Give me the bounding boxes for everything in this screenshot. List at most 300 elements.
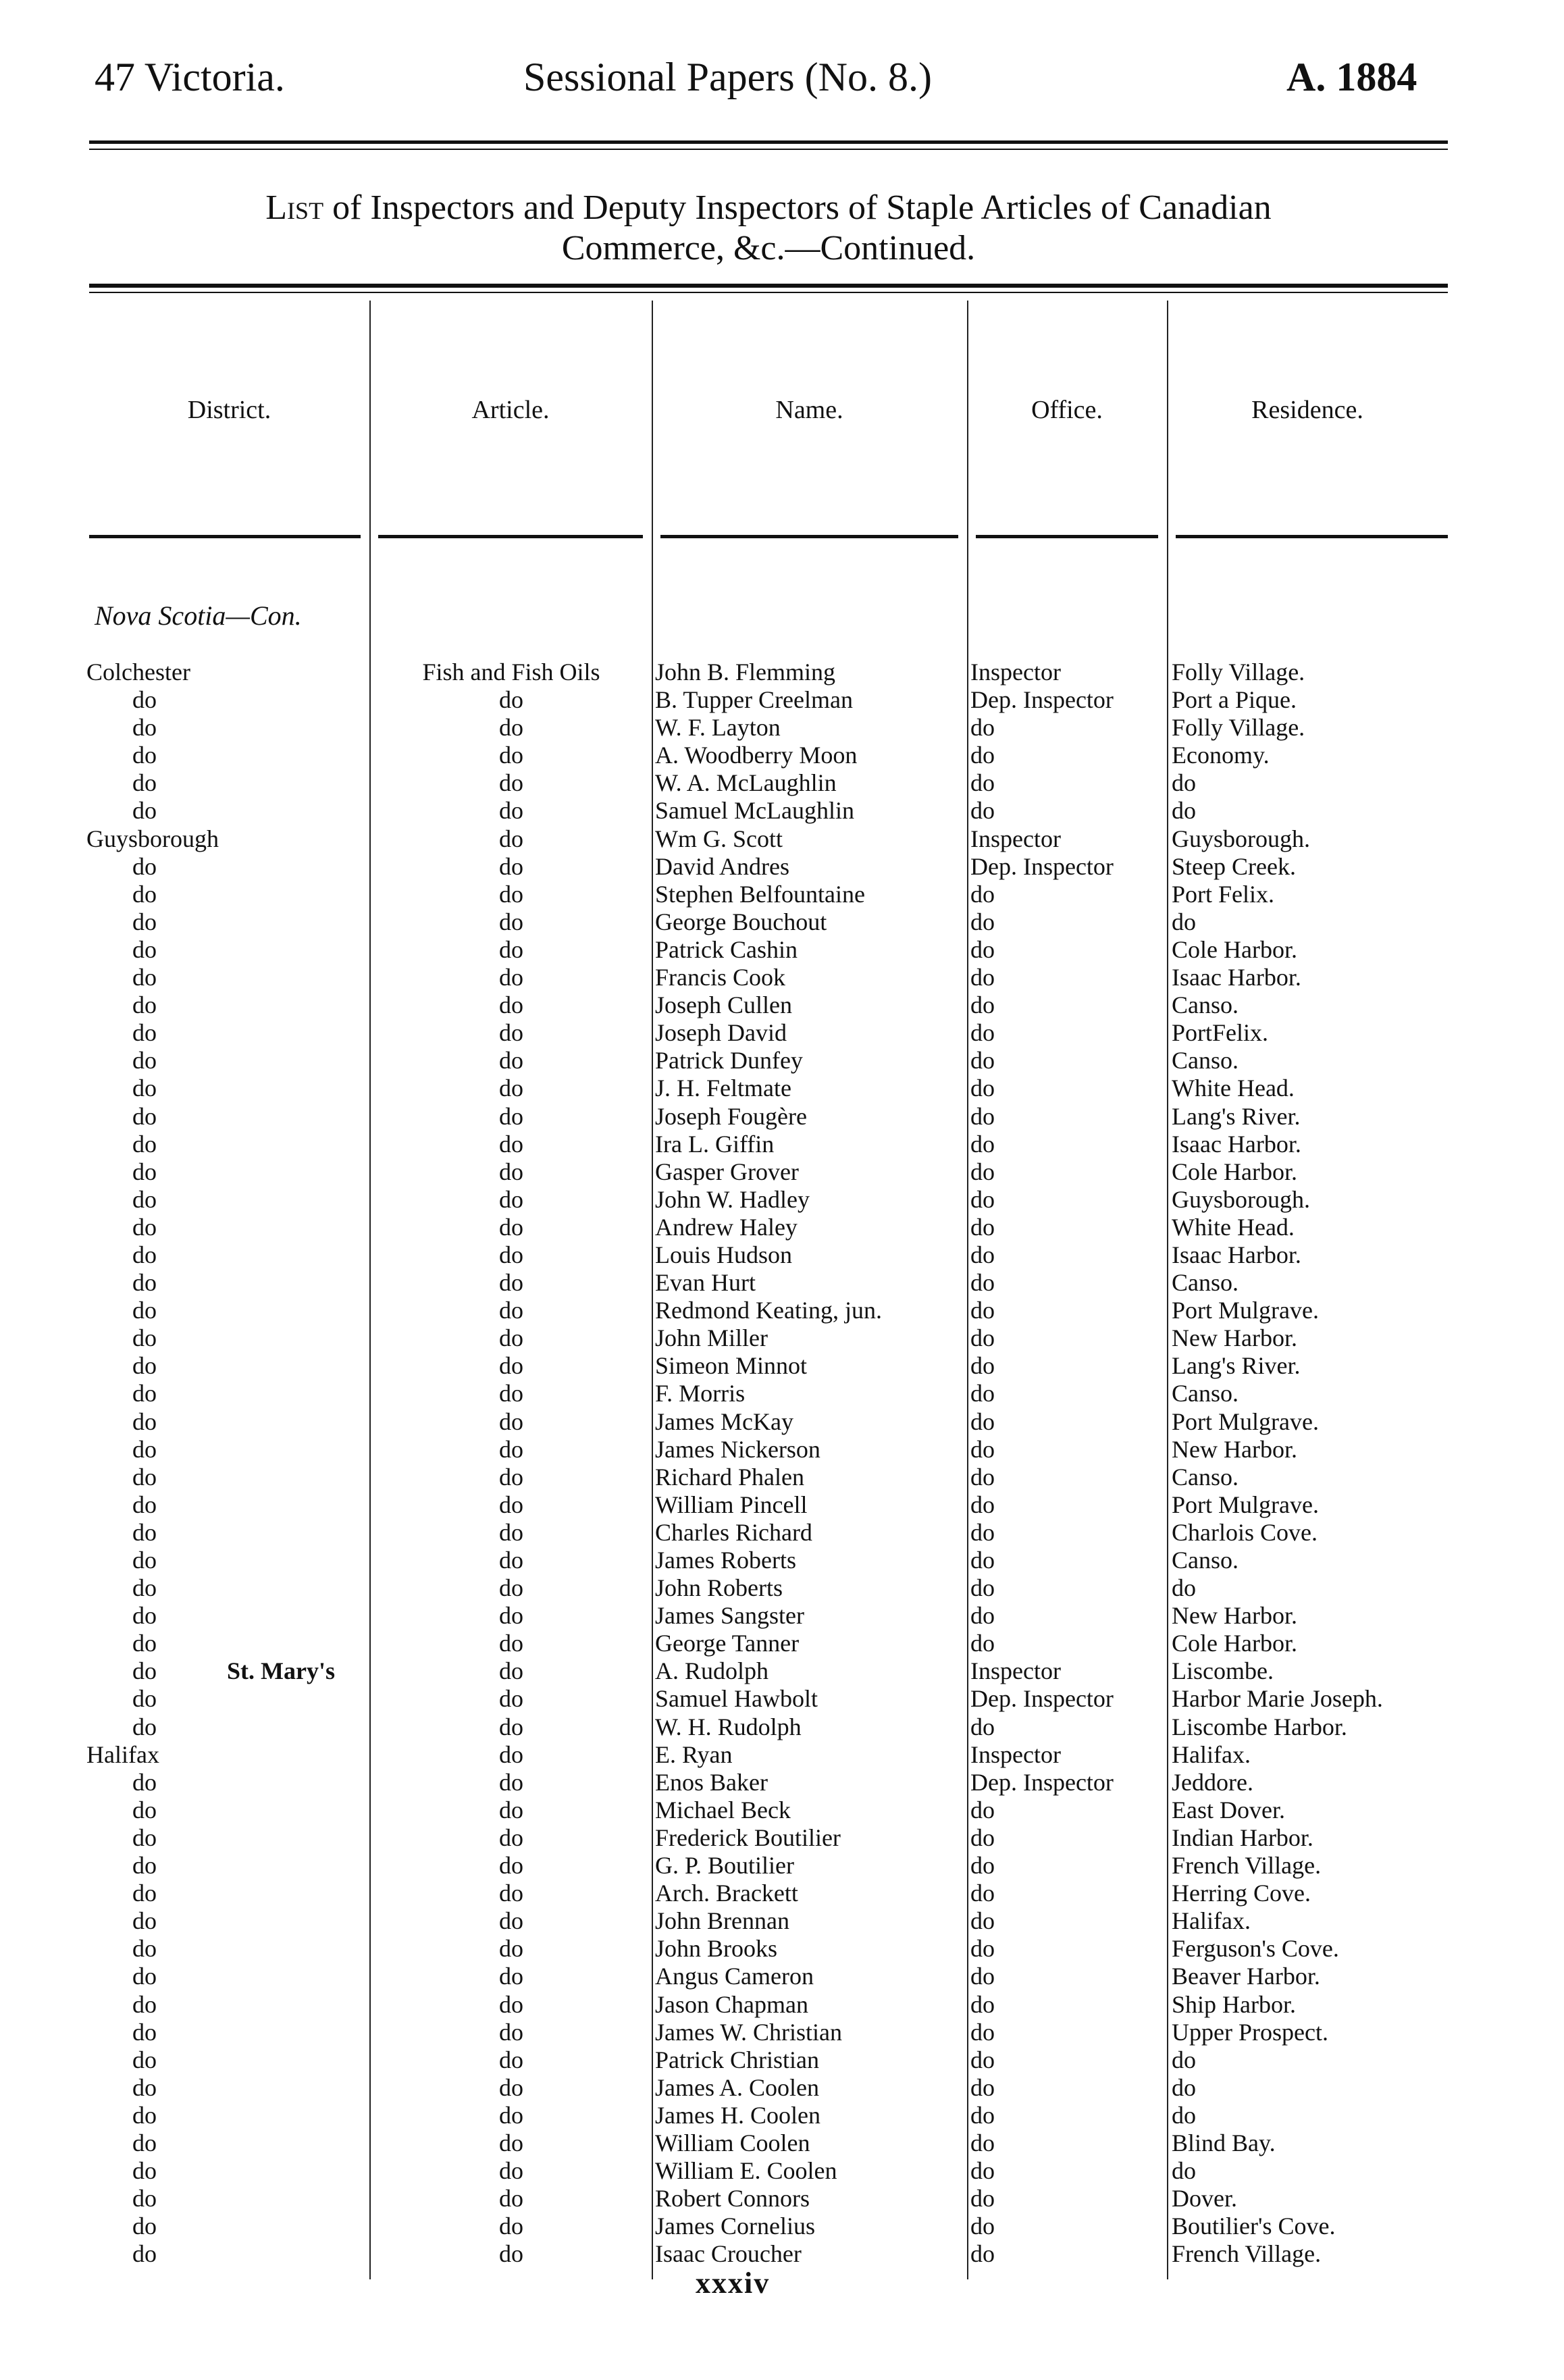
residence-cell: Port Felix.: [1172, 880, 1275, 908]
residence-cell: do: [1172, 769, 1196, 797]
residence-cell: White Head.: [1172, 1213, 1295, 1241]
article-cell: do: [499, 686, 523, 714]
residence-cell: do: [1172, 2157, 1196, 2185]
district-cell: do: [132, 686, 157, 714]
residence-cell: Upper Prospect.: [1172, 2018, 1328, 2046]
office-cell: do: [970, 2129, 995, 2156]
table-row: [0, 2074, 1564, 2102]
office-cell: do: [970, 2101, 995, 2129]
district-cell: do: [132, 1491, 157, 1518]
name-cell: John W. Hadley: [655, 1185, 810, 1213]
district-cell: do: [132, 1518, 157, 1546]
table-top-rule-thin: [89, 292, 1448, 293]
article-cell: do: [499, 1075, 523, 1102]
name-cell: James W. Christian: [655, 2018, 842, 2046]
article-cell: do: [499, 769, 523, 797]
name-cell: B. Tupper Creelman: [655, 686, 853, 714]
article-cell: do: [499, 1880, 523, 1907]
district-cell: do: [132, 2046, 157, 2073]
office-cell: do: [970, 1269, 995, 1297]
district-cell: do: [132, 1241, 157, 1268]
name-cell: Angus Cameron: [655, 1963, 814, 1990]
article-cell: do: [499, 964, 523, 991]
office-cell: do: [970, 1602, 995, 1630]
article-cell: do: [499, 1213, 523, 1241]
district-cell: do: [132, 1352, 157, 1380]
office-cell: do: [970, 1241, 995, 1268]
article-cell: do: [499, 1352, 523, 1380]
residence-cell: Charlois Cove.: [1172, 1518, 1318, 1546]
article-cell: do: [499, 1796, 523, 1823]
table-row: [0, 1186, 1564, 1214]
table-row: [0, 1158, 1564, 1186]
residence-cell: Port Mulgrave.: [1172, 1297, 1319, 1324]
table-row: [0, 881, 1564, 908]
table-row: [0, 1519, 1564, 1547]
section-heading: Nova Scotia—Con.: [95, 600, 302, 631]
residence-cell: Cole Harbor.: [1172, 1630, 1297, 1657]
table-row: [0, 1657, 1564, 1685]
name-cell: Charles Richard: [655, 1518, 812, 1546]
district-cell: do: [132, 1880, 157, 1907]
district-cell: do: [132, 1963, 157, 1990]
header-year: A. 1884: [1286, 55, 1417, 99]
table-row: [0, 2240, 1564, 2268]
district-cell: do: [132, 852, 157, 880]
table-row: [0, 1574, 1564, 1602]
article-cell: do: [499, 1297, 523, 1324]
article-cell: do: [499, 1574, 523, 1602]
table-row: [0, 1019, 1564, 1047]
article-cell: do: [499, 852, 523, 880]
office-cell: do: [970, 1907, 995, 1935]
office-cell: do: [970, 2240, 995, 2268]
table-row: [0, 1880, 1564, 1907]
district-cell: do: [132, 1158, 157, 1185]
residence-cell: do: [1172, 2073, 1196, 2101]
office-cell: do: [970, 1352, 995, 1380]
district-cell: do: [132, 908, 157, 935]
column-header-district: District.: [187, 396, 271, 424]
name-cell: Francis Cook: [655, 964, 785, 991]
residence-cell: do: [1172, 1574, 1196, 1602]
table-row: [0, 1963, 1564, 1990]
name-cell: Simeon Minnot: [655, 1352, 808, 1380]
residence-cell: Port Mulgrave.: [1172, 1491, 1319, 1518]
residence-cell: New Harbor.: [1172, 1602, 1297, 1630]
table-row: [0, 1131, 1564, 1158]
residence-cell: Herring Cove.: [1172, 1880, 1311, 1907]
article-cell: do: [499, 1158, 523, 1185]
header-underline: [660, 535, 958, 538]
table-row: [0, 853, 1564, 881]
table-row: [0, 1769, 1564, 1796]
district-cell: do: [132, 1768, 157, 1796]
office-cell: do: [970, 1324, 995, 1352]
table-row: [0, 769, 1564, 797]
article-cell: do: [499, 1130, 523, 1158]
district-cell: do: [132, 1547, 157, 1574]
article-cell: do: [499, 1047, 523, 1075]
article-cell: do: [499, 2213, 523, 2240]
name-cell: A. Woodberry Moon: [655, 742, 858, 769]
district-cell: do: [132, 1213, 157, 1241]
residence-cell: Steep Creek.: [1172, 852, 1296, 880]
page-number: xxxiv: [696, 2267, 771, 2300]
residence-cell: Port Mulgrave.: [1172, 1407, 1319, 1435]
office-cell: do: [970, 991, 995, 1019]
residence-cell: Jeddore.: [1172, 1768, 1253, 1796]
article-cell: do: [499, 1740, 523, 1768]
name-cell: Arch. Brackett: [655, 1880, 798, 1907]
table-row: [0, 825, 1564, 853]
table-row: [0, 1991, 1564, 2019]
table-row: [0, 2102, 1564, 2129]
name-cell: James Cornelius: [655, 2213, 815, 2240]
table-row: [0, 1075, 1564, 1102]
residence-cell: Halifax.: [1172, 1907, 1251, 1935]
name-cell: W. A. McLaughlin: [655, 769, 837, 797]
residence-cell: Economy.: [1172, 742, 1270, 769]
table-row: [0, 2213, 1564, 2240]
residence-cell: Halifax.: [1172, 1740, 1251, 1768]
name-cell: Joseph Cullen: [655, 991, 792, 1019]
name-cell: Patrick Cashin: [655, 935, 798, 963]
office-cell: do: [970, 1990, 995, 2018]
name-cell: A. Rudolph: [655, 1657, 769, 1685]
article-cell: do: [499, 1241, 523, 1268]
name-cell: Patrick Christian: [655, 2046, 819, 2073]
table-row: [0, 1741, 1564, 1769]
residence-cell: Guysborough.: [1172, 1185, 1310, 1213]
table-row: [0, 936, 1564, 964]
office-cell: do: [970, 1130, 995, 1158]
residence-cell: Ship Harbor.: [1172, 1990, 1296, 2018]
residence-cell: Canso.: [1172, 1269, 1239, 1297]
name-cell: Redmond Keating, jun.: [655, 1297, 882, 1324]
district-cell: do: [132, 1075, 157, 1102]
office-cell: do: [970, 935, 995, 963]
table-row: [0, 1297, 1564, 1324]
district-cell: do: [132, 742, 157, 769]
article-cell: do: [499, 1852, 523, 1880]
name-cell: Samuel McLaughlin: [655, 797, 854, 825]
district-cell: do: [132, 964, 157, 991]
district-cell: do: [132, 1407, 157, 1435]
name-cell: John Miller: [655, 1324, 768, 1352]
district-cell: do: [132, 1852, 157, 1880]
article-cell: do: [499, 1602, 523, 1630]
name-cell: John Brennan: [655, 1907, 789, 1935]
office-cell: do: [970, 2185, 995, 2213]
name-cell: Jason Chapman: [655, 1990, 808, 2018]
table-row: [0, 1852, 1564, 1880]
article-cell: do: [499, 742, 523, 769]
table-row: [0, 908, 1564, 936]
office-cell: do: [970, 2073, 995, 2101]
district-cell: do: [132, 1324, 157, 1352]
district-cell: do: [132, 2185, 157, 2213]
header-rule-thick: [89, 140, 1448, 144]
table-row: [0, 1491, 1564, 1519]
article-cell: do: [499, 1990, 523, 2018]
name-cell: George Bouchout: [655, 908, 827, 935]
article-cell: do: [499, 1019, 523, 1047]
article-cell: do: [499, 1547, 523, 1574]
page-title: [89, 188, 1448, 269]
office-cell: do: [970, 797, 995, 825]
district-cell: do: [132, 1713, 157, 1740]
office-cell: do: [970, 2157, 995, 2185]
residence-cell: do: [1172, 2046, 1196, 2073]
residence-cell: Beaver Harbor.: [1172, 1963, 1320, 1990]
residence-cell: Blind Bay.: [1172, 2129, 1276, 2156]
district-cell: do: [132, 2018, 157, 2046]
article-cell: do: [499, 797, 523, 825]
name-cell: Michael Beck: [655, 1796, 791, 1823]
district-cell: do: [132, 1269, 157, 1297]
residence-cell: Port a Pique.: [1172, 686, 1297, 714]
district-cell: do: [132, 1823, 157, 1851]
residence-cell: Canso.: [1172, 1380, 1239, 1407]
name-cell: James Roberts: [655, 1547, 796, 1574]
district-cell: do: [132, 769, 157, 797]
residence-cell: Liscombe.: [1172, 1657, 1274, 1685]
title-rest: of Inspectors and Deputy Inspectors of Staple Articles of Canadian: [323, 188, 1272, 227]
name-cell: Louis Hudson: [655, 1241, 793, 1268]
name-cell: James H. Coolen: [655, 2101, 820, 2129]
table-row: [0, 1713, 1564, 1741]
office-cell: do: [970, 1880, 995, 1907]
district-cell: do: [132, 2213, 157, 2240]
inspector-table: [0, 658, 1564, 2268]
district-cell: do: [132, 1907, 157, 1935]
article-cell: do: [499, 2240, 523, 2268]
name-cell: William E. Coolen: [655, 2157, 837, 2185]
table-row: [0, 2185, 1564, 2213]
district-cell: Colchester: [86, 658, 190, 685]
header-session: 47 Victoria.: [95, 55, 285, 99]
table-row: [0, 1352, 1564, 1380]
office-cell: do: [970, 2046, 995, 2073]
district-cell: do: [132, 2240, 157, 2268]
article-cell: do: [499, 880, 523, 908]
name-cell: James Sangster: [655, 1602, 804, 1630]
office-cell: do: [970, 1158, 995, 1185]
article-cell: do: [499, 1685, 523, 1713]
residence-cell: French Village.: [1172, 2240, 1322, 2268]
table-row: [0, 686, 1564, 714]
article-cell: do: [499, 1823, 523, 1851]
office-cell: do: [970, 1491, 995, 1518]
district-cell: do: [132, 1990, 157, 2018]
office-cell: do: [970, 1574, 995, 1602]
article-cell: do: [499, 2129, 523, 2156]
table-row: [0, 1602, 1564, 1630]
name-cell: William Pincell: [655, 1491, 808, 1518]
residence-cell: Lang's River.: [1172, 1352, 1301, 1380]
district-cell: do: [132, 1019, 157, 1047]
office-cell: do: [970, 1852, 995, 1880]
table-row: [0, 1824, 1564, 1852]
article-cell: do: [499, 1935, 523, 1963]
article-cell: do: [499, 1407, 523, 1435]
residence-cell: PortFelix.: [1172, 1019, 1269, 1047]
article-cell: do: [499, 1630, 523, 1657]
residence-cell: Canso.: [1172, 1547, 1239, 1574]
district-cell: do: [132, 880, 157, 908]
table-row: [0, 1796, 1564, 1824]
header-rule-thin: [89, 149, 1448, 150]
table-top-rule: [89, 284, 1448, 288]
name-cell: W. F. Layton: [655, 714, 781, 742]
residence-cell: Liscombe Harbor.: [1172, 1713, 1347, 1740]
name-cell: G. P. Boutilier: [655, 1852, 795, 1880]
name-cell: Joseph David: [655, 1019, 787, 1047]
district-cell: do: [132, 797, 157, 825]
office-cell: do: [970, 1630, 995, 1657]
article-cell: do: [499, 2018, 523, 2046]
name-cell: David Andres: [655, 852, 789, 880]
office-cell: do: [970, 2018, 995, 2046]
table-row: [0, 1103, 1564, 1131]
office-cell: do: [970, 880, 995, 908]
district-cell: do: [132, 2129, 157, 2156]
article-cell: do: [499, 2185, 523, 2213]
office-cell: do: [970, 1518, 995, 1546]
office-cell: do: [970, 964, 995, 991]
table-row: [0, 797, 1564, 825]
name-cell: W. H. Rudolph: [655, 1713, 802, 1740]
office-cell: do: [970, 1407, 995, 1435]
column-header-residence: Residence.: [1251, 396, 1363, 424]
district-cell: do: [132, 1297, 157, 1324]
office-cell: do: [970, 1380, 995, 1407]
district-cell: do: [132, 1185, 157, 1213]
office-cell: Dep. Inspector: [970, 1685, 1114, 1713]
table-row: [0, 2019, 1564, 2046]
district-cell: do: [132, 1574, 157, 1602]
name-cell: E. Ryan: [655, 1740, 733, 1768]
residence-cell: Folly Village.: [1172, 658, 1305, 685]
residence-cell: Boutilier's Cove.: [1172, 2213, 1336, 2240]
table-row: [0, 1547, 1564, 1574]
office-cell: Dep. Inspector: [970, 852, 1114, 880]
district-cell: Halifax: [86, 1740, 159, 1768]
residence-cell: Cole Harbor.: [1172, 1158, 1297, 1185]
district-cell: do: [132, 1047, 157, 1075]
table-row: [0, 1907, 1564, 1935]
table-row: [0, 1408, 1564, 1436]
table-row: [0, 1685, 1564, 1713]
article-cell: do: [499, 2157, 523, 2185]
title-lead: List: [265, 188, 324, 227]
office-cell: do: [970, 1547, 995, 1574]
office-cell: do: [970, 1463, 995, 1491]
district-cell: do: [132, 2073, 157, 2101]
office-cell: do: [970, 769, 995, 797]
article-cell: do: [499, 1768, 523, 1796]
district-cell: do: [132, 1102, 157, 1130]
article-cell: do: [499, 714, 523, 742]
name-cell: James Nickerson: [655, 1435, 820, 1463]
header-sessional-papers: Sessional Papers (No. 8.): [523, 55, 932, 99]
table-row: [0, 1269, 1564, 1297]
table-row: [0, 1935, 1564, 1963]
table-row: [0, 658, 1564, 686]
header-underline: [1176, 535, 1448, 538]
table-row: [0, 1047, 1564, 1075]
name-cell: Isaac Croucher: [655, 2240, 802, 2268]
name-cell: James McKay: [655, 1407, 793, 1435]
office-cell: Dep. Inspector: [970, 1768, 1114, 1796]
title-line2: Commerce, &c.—Continued.: [561, 229, 976, 267]
column-header-article: Article.: [471, 396, 550, 424]
table-row: [0, 1380, 1564, 1407]
article-cell: do: [499, 1269, 523, 1297]
article-cell: do: [499, 991, 523, 1019]
article-cell: do: [499, 2101, 523, 2129]
header-underline: [378, 535, 643, 538]
article-cell: do: [499, 1491, 523, 1518]
office-cell: do: [970, 1823, 995, 1851]
district-cell: do: [132, 2157, 157, 2185]
article-cell: do: [499, 1380, 523, 1407]
table-row: [0, 742, 1564, 769]
residence-cell: Isaac Harbor.: [1172, 1130, 1301, 1158]
office-cell: do: [970, 908, 995, 935]
residence-cell: New Harbor.: [1172, 1435, 1297, 1463]
residence-cell: Ferguson's Cove.: [1172, 1935, 1339, 1963]
residence-cell: East Dover.: [1172, 1796, 1285, 1823]
name-cell: Ira L. Giffin: [655, 1130, 775, 1158]
district-cell: do: [132, 935, 157, 963]
office-cell: do: [970, 1297, 995, 1324]
district-cell: do: [132, 1935, 157, 1963]
residence-cell: do: [1172, 797, 1196, 825]
name-cell: James A. Coolen: [655, 2073, 819, 2101]
name-cell: Gasper Grover: [655, 1158, 799, 1185]
office-cell: Inspector: [970, 1740, 1061, 1768]
header-underline: [976, 535, 1158, 538]
office-cell: do: [970, 1075, 995, 1102]
name-cell: Samuel Hawbolt: [655, 1685, 818, 1713]
table-row: [0, 1214, 1564, 1241]
residence-cell: do: [1172, 2101, 1196, 2129]
residence-cell: Canso.: [1172, 1463, 1239, 1491]
article-cell: do: [499, 1907, 523, 1935]
table-row: [0, 1464, 1564, 1491]
residence-cell: New Harbor.: [1172, 1324, 1297, 1352]
residence-cell: Indian Harbor.: [1172, 1823, 1313, 1851]
office-cell: do: [970, 1935, 995, 1963]
residence-cell: White Head.: [1172, 1075, 1295, 1102]
district-cell: do: [132, 1657, 157, 1685]
name-cell: John Roberts: [655, 1574, 783, 1602]
table-row: [0, 714, 1564, 742]
article-cell: do: [499, 935, 523, 963]
name-cell: Patrick Dunfey: [655, 1047, 803, 1075]
table-row: [0, 991, 1564, 1019]
office-cell: Inspector: [970, 825, 1061, 852]
office-cell: do: [970, 1963, 995, 1990]
district-cell: do: [132, 2101, 157, 2129]
name-cell: Stephen Belfountaine: [655, 880, 865, 908]
name-cell: William Coolen: [655, 2129, 810, 2156]
name-cell: Richard Phalen: [655, 1463, 804, 1491]
residence-cell: Canso.: [1172, 991, 1239, 1019]
office-cell: do: [970, 1047, 995, 1075]
